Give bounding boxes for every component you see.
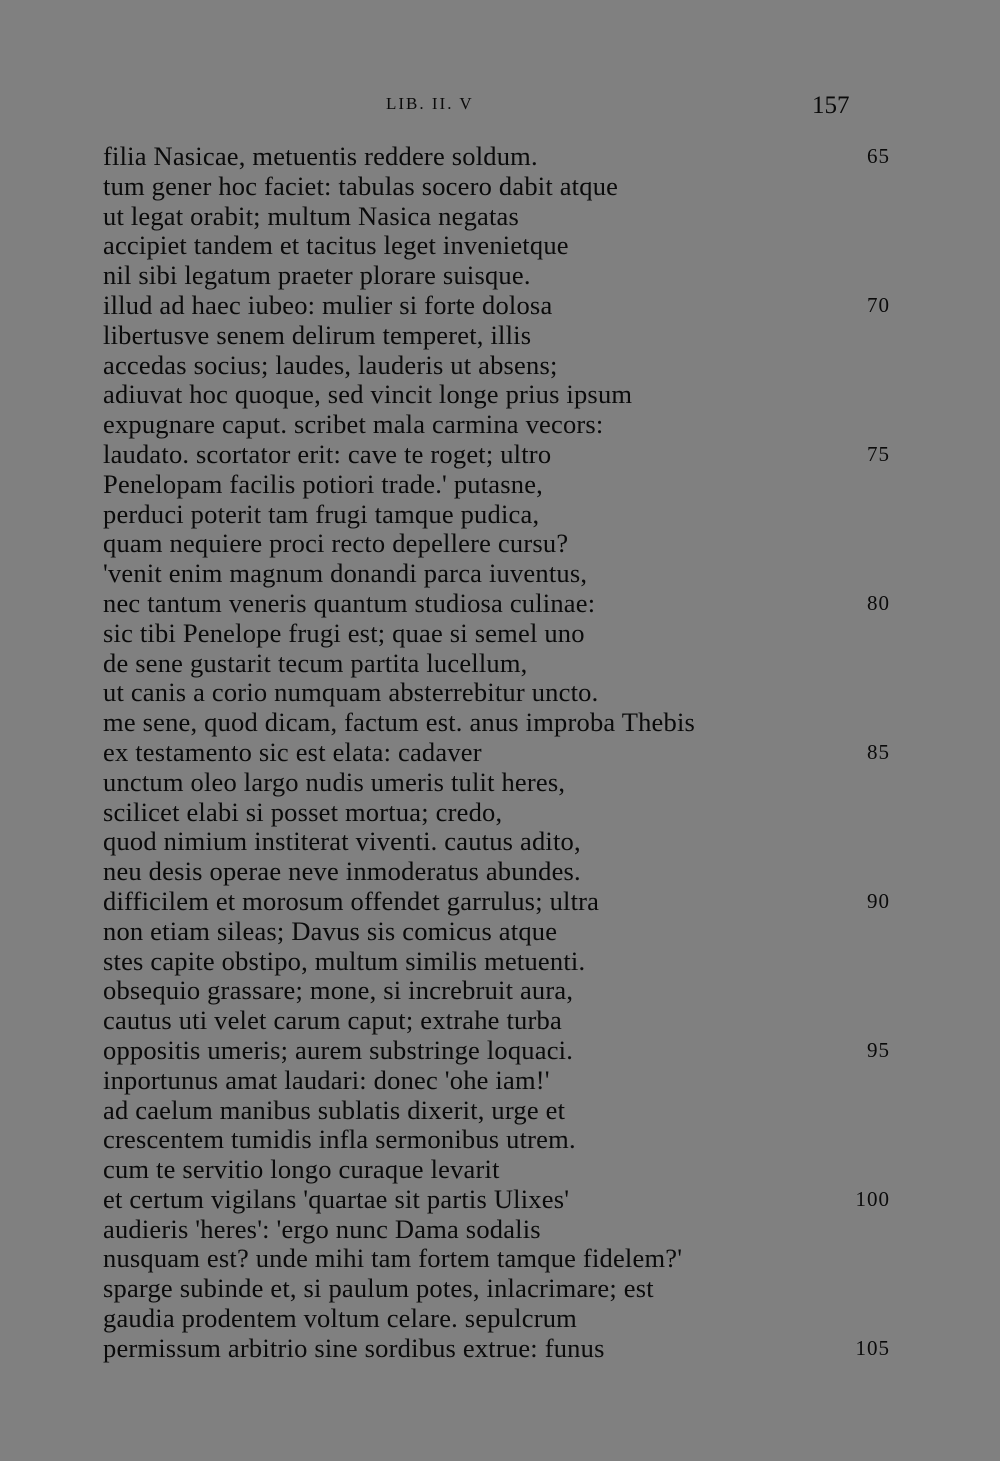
verse-line-text: quam nequiere proci recto depellere cursu? xyxy=(103,528,569,559)
verse-line xyxy=(0,619,1000,649)
line-number: 85 xyxy=(867,739,890,764)
verse-line-text: ut canis a corio numquam absterrebitur uncto. xyxy=(103,677,599,708)
verse-line xyxy=(0,202,1000,232)
verse-line-text: sparge subinde et, si paulum potes, inlacrimare; est xyxy=(103,1273,654,1304)
verse-line-text: Penelopam facilis potiori trade.' putasne, xyxy=(103,468,543,499)
verse-line xyxy=(0,887,1000,917)
verse-line xyxy=(0,708,1000,738)
verse-line xyxy=(0,142,1000,172)
verse-line xyxy=(0,1244,1000,1274)
verse-line xyxy=(0,1155,1000,1185)
verse-line-text: adiuvat hoc quoque, sed vincit longe prius ipsum xyxy=(103,379,633,410)
verse-line xyxy=(0,917,1000,947)
verse-line xyxy=(0,947,1000,977)
verse-line-text: accedas socius; laudes, lauderis ut absens; xyxy=(103,349,558,380)
verse-line-text: non etiam sileas; Davus sis comicus atque xyxy=(103,915,558,946)
verse-line-text: expugnare caput. scribet mala carmina vecors: xyxy=(103,409,604,440)
verse-line xyxy=(0,649,1000,679)
verse-line xyxy=(0,827,1000,857)
verse-line xyxy=(0,410,1000,440)
verse-line xyxy=(0,976,1000,1006)
verse-line-text: inportunus amat laudari: donec 'ohe iam!' xyxy=(103,1064,550,1095)
verse-line xyxy=(0,1334,1000,1364)
verse-line-text: quod nimium institerat viventi. cautus adito, xyxy=(103,826,581,857)
verse-line xyxy=(0,1125,1000,1155)
verse-line-text: ad caelum manibus sublatis dixerit, urge et xyxy=(103,1094,566,1125)
line-number: 80 xyxy=(867,590,890,615)
verse-line xyxy=(0,291,1000,321)
verse-line-text: ut legat orabit; multum Nasica negatas xyxy=(103,200,520,231)
verse-line-text: nil sibi legatum praeter plorare suisque. xyxy=(103,260,531,291)
verse-line-text: de sene gustarit tecum partita lucellum, xyxy=(103,647,528,678)
verse-line xyxy=(0,1215,1000,1245)
verse-line-text: 'venit enim magnum donandi parca iuventus, xyxy=(103,558,588,589)
line-number: 105 xyxy=(855,1335,890,1360)
verse-line-text: sic tibi Penelope frugi est; quae si semel uno xyxy=(103,617,585,648)
verse-line xyxy=(0,261,1000,291)
verse-line-text: obsequio grassare; mone, si increbruit aura, xyxy=(103,975,574,1006)
verse-line xyxy=(0,1036,1000,1066)
running-title: LIB. II. V xyxy=(386,94,474,113)
verse-line-text: cum te servitio longo curaque levarit xyxy=(103,1154,500,1185)
verse-line xyxy=(0,559,1000,589)
verse-line xyxy=(0,500,1000,530)
verse-line xyxy=(0,1185,1000,1215)
verse-line-text: libertusve senem delirum temperet, illis xyxy=(103,319,532,350)
verse-line xyxy=(0,738,1000,768)
verse-line xyxy=(0,1066,1000,1096)
line-number: 90 xyxy=(867,888,890,913)
verse-line xyxy=(0,172,1000,202)
verse-line xyxy=(0,1274,1000,1304)
verse-line-text: cautus uti velet carum caput; extrahe turba xyxy=(103,1005,562,1036)
verse-line xyxy=(0,321,1000,351)
verse-line xyxy=(0,1304,1000,1334)
verse-line-text: perduci poterit tam frugi tamque pudica, xyxy=(103,498,540,529)
verse-line-text: accipiet tandem et tacitus leget invenietque xyxy=(103,230,569,261)
verse-line-text: me sene, quod dicam, factum est. anus improba Thebis xyxy=(103,707,696,738)
verse-line xyxy=(0,768,1000,798)
verse-line-text: permissum arbitrio sine sordibus extrue: funus xyxy=(103,1332,605,1363)
verse-text-block xyxy=(0,142,1000,1364)
running-head xyxy=(0,92,1000,122)
verse-line xyxy=(0,529,1000,559)
verse-line-text: ex testamento sic est elata: cadaver xyxy=(103,736,482,767)
verse-line xyxy=(0,351,1000,381)
verse-line-text: difficilem et morosum offendet garrulus; ultra xyxy=(103,885,600,916)
verse-line xyxy=(0,1096,1000,1126)
line-number: 65 xyxy=(867,144,890,168)
verse-line-text: nusquam est? unde mihi tam fortem tamque fidelem?' xyxy=(103,1243,683,1274)
verse-line xyxy=(0,380,1000,410)
verse-line xyxy=(0,1006,1000,1036)
verse-line xyxy=(0,798,1000,828)
verse-line-text: tum gener hoc faciet: tabulas socero dabit atque xyxy=(103,170,619,201)
verse-line-text: unctum oleo largo nudis umeris tulit heres, xyxy=(103,766,566,797)
line-number: 100 xyxy=(855,1186,890,1211)
verse-line-text: gaudia prodentem voltum celare. sepulcrum xyxy=(103,1303,577,1334)
verse-line-text: neu desis operae neve inmoderatus abundes. xyxy=(103,856,581,887)
verse-line-text: oppositis umeris; aurem substringe loquaci. xyxy=(103,1034,574,1065)
verse-line-text: et certum vigilans 'quartae sit partis Ulixes' xyxy=(103,1183,570,1214)
line-number: 70 xyxy=(867,292,890,317)
verse-line xyxy=(0,589,1000,619)
line-number: 75 xyxy=(867,441,890,466)
verse-line-text: nec tantum veneris quantum studiosa culinae: xyxy=(103,587,596,618)
verse-line xyxy=(0,857,1000,887)
verse-line-text: scilicet elabi si posset mortua; credo, xyxy=(103,796,503,827)
verse-line-text: laudato. scortator erit: cave te roget; ultro xyxy=(103,438,552,469)
verse-line-text: illud ad haec iubeo: mulier si forte dolosa xyxy=(103,289,553,320)
verse-line-text: filia Nasicae, metuentis reddere soldum. xyxy=(103,141,538,171)
verse-line xyxy=(0,440,1000,470)
verse-line-text: crescentem tumidis infla sermonibus utrem. xyxy=(103,1124,576,1155)
verse-line xyxy=(0,470,1000,500)
verse-line-text: audieris 'heres': 'ergo nunc Dama sodalis xyxy=(103,1213,541,1244)
verse-line-text: stes capite obstipo, multum similis metuenti. xyxy=(103,945,586,976)
line-number: 95 xyxy=(867,1037,890,1062)
page-number: 157 xyxy=(812,92,850,119)
verse-line xyxy=(0,678,1000,708)
verse-line xyxy=(0,231,1000,261)
